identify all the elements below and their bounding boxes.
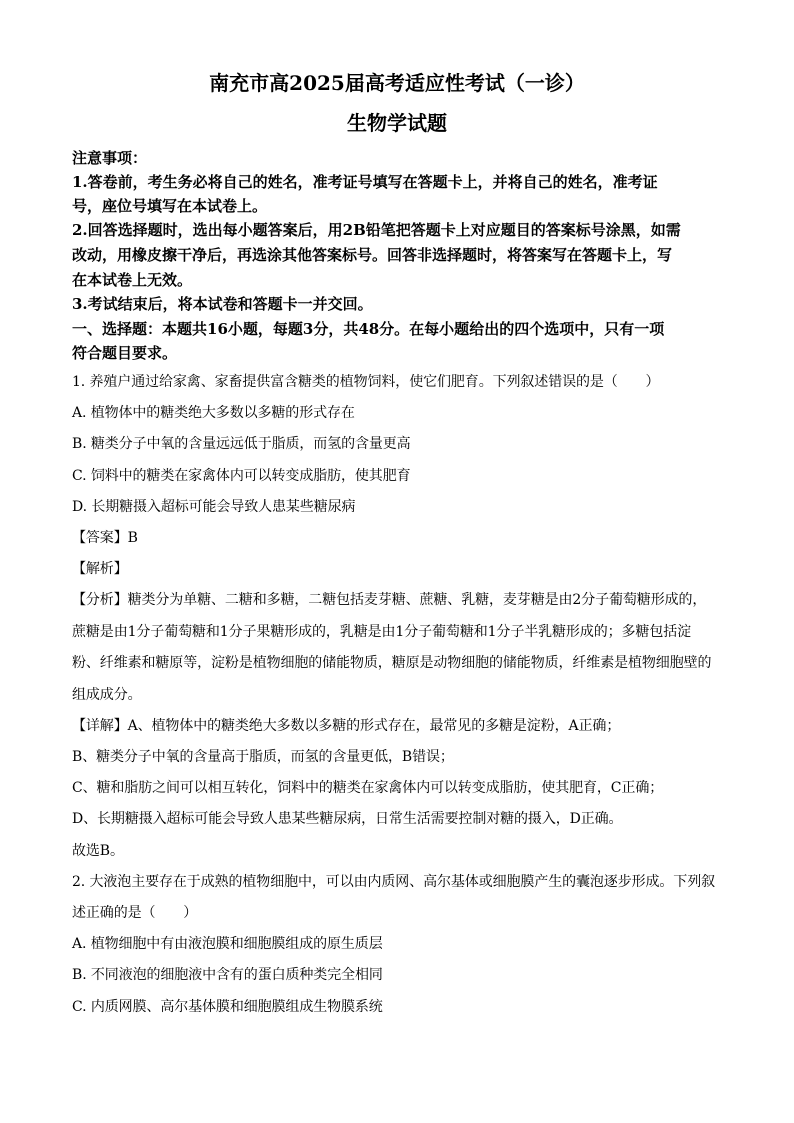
notice-item-1-line-2: 号，座位号填写在本试卷上。 <box>72 197 268 215</box>
q1-detail-b: B、糖类分子中氧的含量高于脂质，而氢的含量更低，B错误； <box>72 749 454 765</box>
section-1-heading-line-1: 一、选择题：本题共16小题，每题3分，共48分。在每小题给出的四个选项中，只有一项 <box>72 320 665 338</box>
notice-item-2-line-2: 改动，用橡皮擦干净后，再选涂其他答案标号。回答非选择题时，将答案写在答题卡上，写 <box>72 246 673 264</box>
exam-title: 南充市高2025届高考适应性考试（一诊） <box>209 71 585 95</box>
q1-detail-d: D、长期糖摄入超标可能会导致人患某些糖尿病，日常生活需要控制对糖的摄入，D正确。 <box>72 811 623 827</box>
notice-item-2-line-1: 2.回答选择题时，选出每小题答案后，用2B铅笔把答题卡上对应题目的答案标号涂黑，如需 <box>72 221 681 239</box>
q1-detail-a: 【详解】A、植物体中的糖类绝大多数以多糖的形式存在，最常见的多糖是淀粉，A正确； <box>72 718 621 734</box>
q1-option-b: B. 糖类分子中氧的含量远远低于脂质，而氢的含量更高 <box>72 436 411 452</box>
q1-analysis-line-3: 粉、纤维素和糖原等，淀粉是植物细胞的储能物质，糖原是动物细胞的储能物质，纤维素是植物细胞壁的 <box>72 655 712 671</box>
q1-analysis-line-4: 组成成分。 <box>72 687 142 703</box>
q1-option-a: A. 植物体中的糖类绝大多数以多糖的形式存在 <box>72 405 355 421</box>
q1-detail-c: C、糖和脂肪之间可以相互转化，饲料中的糖类在家禽体内可以转变成脂肪，使其肥育，C正确； <box>72 780 664 796</box>
notice-item-2-line-3: 在本试卷上无效。 <box>72 271 193 289</box>
q1-stem: 1. 养殖户通过给家禽、家畜提供富含糖类的植物饲料，使它们肥育。下列叙述错误的是（ ） <box>72 374 660 390</box>
q1-analysis-line-2: 蔗糖是由1分子葡萄糖和1分子果糖形成的，乳糖是由1分子葡萄糖和1分子半乳糖形成的；多糖包括淀 <box>72 624 692 640</box>
q2-option-a: A. 植物细胞中有由液泡膜和细胞膜组成的原生质层 <box>72 936 383 952</box>
notice-item-3: 3.考试结束后，将本试卷和答题卡一并交回。 <box>72 295 373 313</box>
q1-conclusion: 故选B。 <box>72 843 124 859</box>
q2-option-b: B. 不同液泡的细胞液中含有的蛋白质种类完全相同 <box>72 967 383 983</box>
q2-option-c: C. 内质网膜、高尔基体膜和细胞膜组成生物膜系统 <box>72 999 383 1015</box>
q1-answer: 【答案】B <box>72 530 138 546</box>
q1-option-c: C. 饲料中的糖类在家禽体内可以转变成脂肪，使其肥育 <box>72 468 411 484</box>
q2-stem-line-2: 述正确的是（ ） <box>72 905 198 921</box>
notice-item-1-line-1: 1.答卷前，考生务必将自己的姓名，准考证号填写在答题卡上，并将自己的姓名，准考证 <box>72 173 658 191</box>
q1-option-d: D. 长期糖摄入超标可能会导致人患某些糖尿病 <box>72 499 356 515</box>
q1-analysis-line-1: 【分析】糖类分为单糖、二糖和多糖，二糖包括麦芽糖、蔗糖、乳糖，麦芽糖是由2分子葡萄糖形成的， <box>72 592 707 608</box>
q1-analysis-label: 【解析】 <box>72 561 128 577</box>
notice-heading: 注意事项： <box>72 149 148 167</box>
q2-stem-line-1: 2. 大液泡主要存在于成熟的植物细胞中，可以由内质网、高尔基体或细胞膜产生的囊泡逐步形成。下列叙 <box>72 874 716 890</box>
exam-subtitle: 生物学试题 <box>347 111 447 135</box>
section-1-heading-line-2: 符合题目要求。 <box>72 344 178 362</box>
